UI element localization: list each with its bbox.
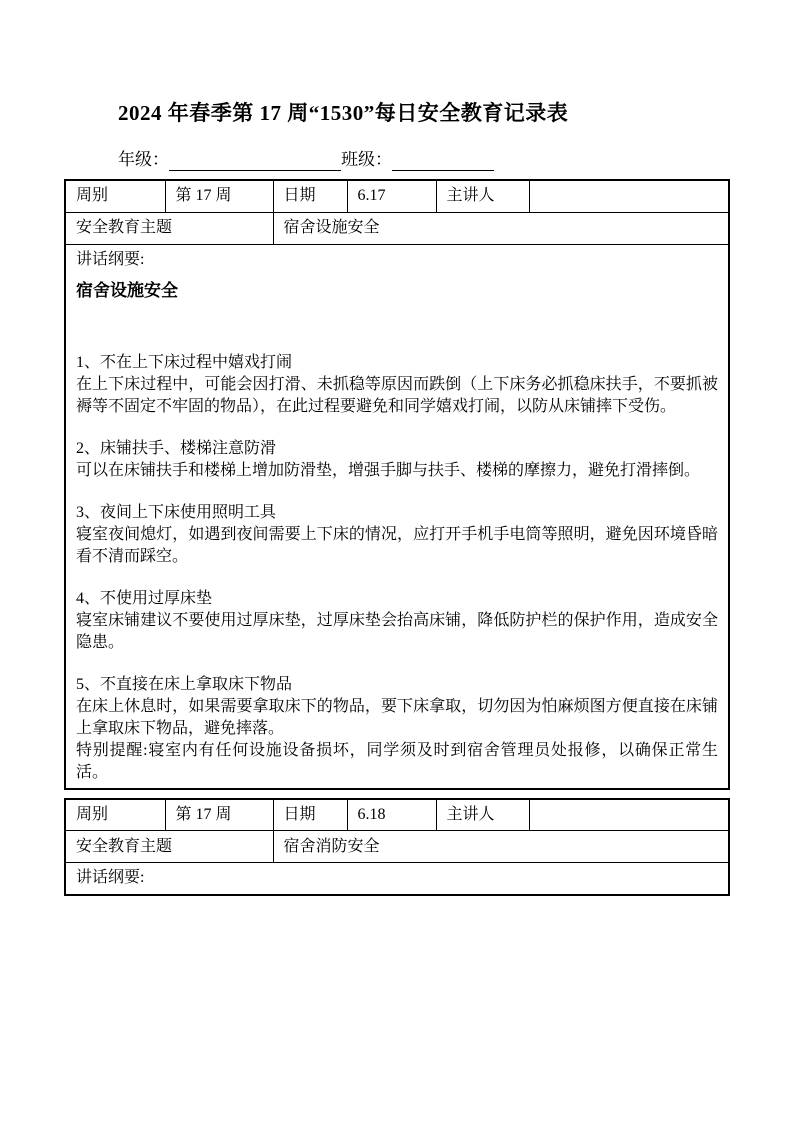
outline-section-4 xyxy=(76,588,718,654)
record-table-617 xyxy=(64,179,730,790)
section-heading: 5、不直接在床上拿取床下物品 xyxy=(76,675,293,693)
week-label-cell: 周别 xyxy=(65,180,165,212)
class-blank-field[interactable] xyxy=(392,152,494,171)
section-body: 可以在床铺扶手和楼梯上增加防滑垫，增强手脚与扶手、楼梯的摩擦力，避免打滑摔倒。 xyxy=(76,461,701,479)
outline-section-2 xyxy=(76,438,718,482)
section-body: 在床上休息时，如果需要拿取床下的物品，要下床拿取，切勿因为怕麻烦图方便直接在床铺上拿取床下物品，避免摔落。 xyxy=(76,697,718,737)
outline-cell xyxy=(65,244,729,789)
date-value-cell: 6.18 xyxy=(347,799,436,831)
section-body: 寝室床铺建议不要使用过厚床垫，过厚床垫会抬高床铺，降低防护栏的保护作用，造成安全隐患。 xyxy=(76,611,718,651)
special-note: 特别提醒:寝室内有任何设施设备损坏，同学须及时到宿舍管理员处报修，以确保正常生活。 xyxy=(76,741,718,781)
outline-section-5 xyxy=(76,674,718,740)
date-label-cell: 日期 xyxy=(273,799,347,831)
outline-section-3 xyxy=(76,502,718,568)
outline-section-1 xyxy=(76,352,718,418)
theme-value-cell: 宿舍设施安全 xyxy=(273,212,729,244)
record-table-618 xyxy=(64,798,730,896)
week-value-cell: 第 17 周 xyxy=(165,180,273,212)
section-heading: 4、不使用过厚床垫 xyxy=(76,589,213,607)
speaker-value-cell[interactable] xyxy=(529,799,729,831)
speaker-label-cell: 主讲人 xyxy=(436,180,529,212)
class-label: 班级： xyxy=(341,150,392,169)
table-row xyxy=(65,244,729,789)
outline-title: 宿舍设施安全 xyxy=(76,280,178,300)
section-heading: 3、夜间上下床使用照明工具 xyxy=(76,503,277,521)
table-row xyxy=(65,180,729,212)
date-label-cell: 日期 xyxy=(273,180,347,212)
week-label-cell: 周别 xyxy=(65,799,165,831)
section-body: 在上下床过程中，可能会因打滑、未抓稳等原因而跌倒（上下床务必抓稳床扶手，不要抓被褥等不固定不牢固的物品），在此过程要避免和同学嬉戏打闹，以防从床铺摔下受伤。 xyxy=(76,375,718,415)
speaker-label-cell: 主讲人 xyxy=(436,799,529,831)
speaker-value-cell[interactable] xyxy=(529,180,729,212)
section-heading: 1、不在上下床过程中嬉戏打闹 xyxy=(76,353,293,371)
section-heading: 2、床铺扶手、楼梯注意防滑 xyxy=(76,439,277,457)
table-row xyxy=(65,212,729,244)
table-row xyxy=(65,799,729,831)
document-title: 2024 年春季第 17 周“1530”每日安全教育记录表 xyxy=(118,101,569,125)
theme-label-cell: 安全教育主题 xyxy=(65,212,273,244)
table-row xyxy=(65,831,729,863)
table-row xyxy=(65,863,729,895)
section-body: 寝室夜间熄灯，如遇到夜间需要上下床的情况，应打开手机手电筒等照明，避免因环境昏暗看不清而踩空。 xyxy=(76,525,718,565)
theme-label-cell: 安全教育主题 xyxy=(65,831,273,863)
grade-label: 年级： xyxy=(118,150,169,169)
grade-blank-field[interactable] xyxy=(169,152,341,171)
outline-cell: 讲话纲要: xyxy=(65,863,729,895)
week-value-cell: 第 17 周 xyxy=(165,799,273,831)
date-value-cell: 6.17 xyxy=(347,180,436,212)
grade-class-line xyxy=(118,148,729,171)
outline-label: 讲话纲要: xyxy=(76,250,145,268)
theme-value-cell: 宿舍消防安全 xyxy=(273,831,729,863)
